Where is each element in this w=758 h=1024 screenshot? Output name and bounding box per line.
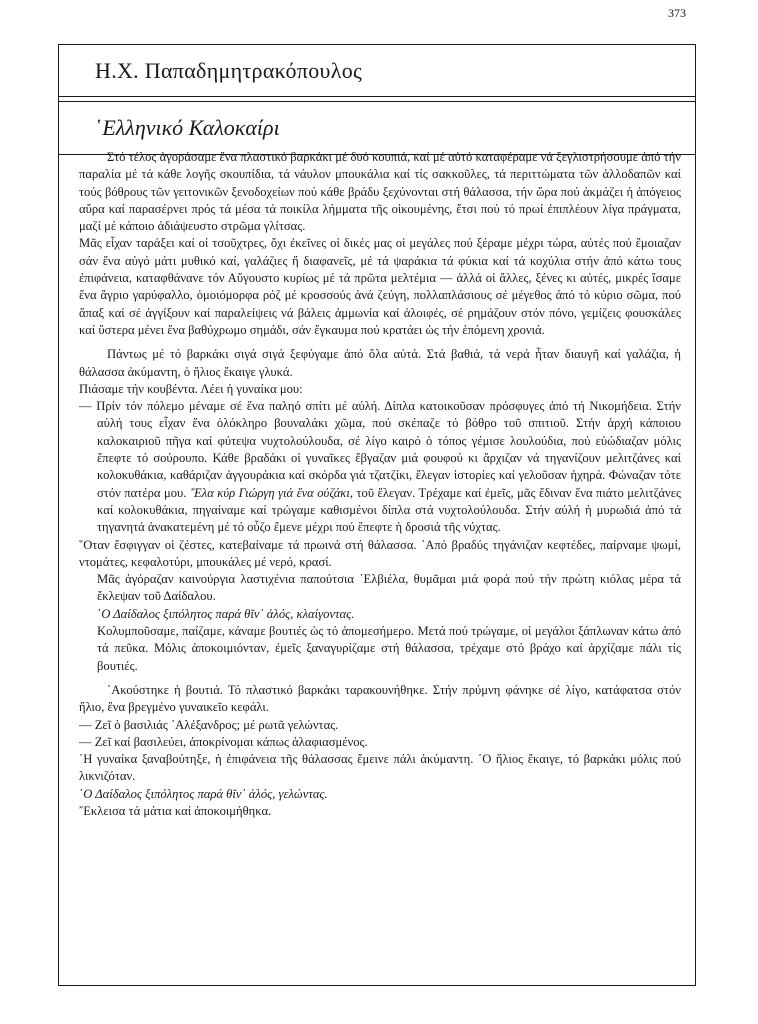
paragraph: Πιάσαμε τήν κουβέντα. Λέει ἡ γυναίκα μου: — [79, 381, 303, 396]
dialogue-paragraph — [79, 398, 681, 536]
page-number: 373 — [668, 6, 686, 20]
quote-italic: ῎Ελα κύρ Γιώργη γιά ἕνα οὐζάκι, — [189, 485, 354, 500]
text-frame — [58, 44, 696, 986]
paragraph: Κολυμποῦσαμε, παίζαμε, κάναμε βουτιές ὡς τό ἀπομεσήμερο. Μετά πού τρώγαμε, οἱ μεγάλοι ξάπλωναν κάτω ἀπό τά πεῦκα. Μόλις ἀποκοιμιόνταν, ἐμεῖς ξαναγυρίζαμε στή θάλασσα, τρέχαμε στό βράχο καί ἀρχίζαμε πάλι τίς βουτιές. — [97, 624, 681, 673]
story-title: ῾Ελληνικό Καλοκαίρι — [95, 115, 280, 140]
dialogue-line: — Ζεῖ ὁ βασιλιάς ᾿Αλέξανδρος; μέ ρωτᾶ γελώντας. — [79, 717, 339, 732]
dialogue-text: τοῦ ἔλεγαν. Τρέχαμε καί ἐμεῖς, μᾶς ἔδιναν ἕνα πιάτο μελιτζάνες καί κολοκυθάκια, πηγαίναμε καί τρώγαμε καθισμένοι δίπλα στά νυχτολούλουδα. Στήν αὐλή ἡ μυρωδιά ἀπό τά τηγανητά ἀνακατεμένη μέ τό οὖζο ἔμενε μέχρι πού ἔπεφτε ἡ δροσιά τῆς νύχτας. — [97, 485, 681, 535]
author-name: Η.Χ. Παπαδημητρακόπουλος — [95, 57, 363, 83]
italic-line: ῾Ο Δαίδαλος ξιπόλητος παρά θῖν᾿ ἁλός, γελώντας. — [79, 786, 328, 801]
paragraph: ῾Η γυναίκα ξαναβούτηξε, ἡ ἐπιφάνεια τῆς θάλασσας ἔμεινε πάλι ἀκύμαντη. ῾Ο ἥλιος ἔκαιγε, τό βαρκάκι μόλις πού λικνιζόταν. — [79, 752, 681, 784]
paragraph: Μᾶς εἶχαν ταράξει καί οἱ τσοῦχτρες, ὄχι ἐκεῖνες οἱ δικές μας οἱ μεγάλες πού ξέραμε μέχρι τώρα, αὐτές πού ἔμοιαζαν σάν ἕνα αὐγό μάτι μυθικό καί, γαλάζιες ἤ διαφανεῖς, μέ τά ψαράκια τά φύκια καί τά κοχύλια στήν ἀπό κάτω τους ἐπιφάνεια, καταφθάνανε τόν Αὔγουστο κυρίως μέ τά πρῶτα μελτέμια — ἀλλά οἱ ἄλλες, ξένες κι αὐτές, μικρές ἴσαμε ἕνα ἄγριο γαρύφαλλο, ὁμοιόμορφα ρόζ μέ κροσσούς ἀνά ζεύγη, πολλαπλάσιους σέ μέγεθος ἀπό τό κύριο σῶμα, πού ἅπαξ καί σέ ἀγγίξουν καί παραλείψεις νά βάλεις ἀμμωνία καί ἀλοιφές, σέ ρημάζουν στόν πόνο, γεμίζεις φουσκάλες καί ὕστερα μένει ἕνα βαθύχρωμο σημάδι, σάν ἔγκαυμα πού κρατάει ὡς τήν ἑπόμενη χρονιά. — [79, 236, 681, 337]
paragraph: ῞Οταν ἔσφιγγαν οἱ ζέστες, κατεβαίναμε τά πρωινά στή θάλασσα. ᾿Από βραδύς τηγάνιζαν κεφτέδες, παίρναμε ψωμί, ντομάτες, κεφαλοτύρι, μπουκάλες μέ νερό, κρασί. — [79, 537, 681, 569]
dialogue-line: — Ζεῖ καί βασιλεύει, ἀποκρίνομαι κάπως ἀλαφιασμένος. — [79, 734, 368, 749]
dialogue-text: — Πρίν τόν πόλεμο μέναμε σέ ἕνα παληό σπίτι μέ αὐλή. Δίπλα κατοικοῦσαν πρόσφυγες ἀπό τή Νικομήδεια. Στήν αὐλή τους εἶχαν ἕνα ὁλόκληρο βουναλάκι χῶμα, πού σκέπαζε τό βόθρο τοῦ σπιτιοῦ. Στήν ἀρχή κάποιου καλοκαιριοῦ πῆγα καί φύτεψα νυχτολούλουδα, σέ λίγο καιρό ὁ τόπος γέμισε λουλούδια, πού εὐώδιαζαν μόλις ἔπεφτε τό σούρουπο. Κάθε βραδάκι οἱ γυναῖκες ἔβγαζαν μιά φουφού κι ἄρχιζαν νά τηγανίζουν μελιτζάνες καί κολοκυθάκια, καθάριζαν ἀγγουράκια καί σκόρδα γιά τζατζίκι, ἔλεγαν ἱστορίες καί γελοῦσαν ἠχηρά. Φώναζαν τότε στόν πατέρα μου. — [79, 399, 681, 500]
story-text — [79, 149, 681, 967]
paragraph: ᾿Ακούστηκε ἡ βουτιά. Τό πλαστικό βαρκάκι ταρακουνήθηκε. Στήν πρύμνη φάνηκε σέ λίγο, κατάφατσα στόν ἥλιο, ἕνα βρεγμένο γυναικεῖο κεφάλι. — [79, 682, 681, 715]
title-header — [59, 101, 695, 155]
author-header — [59, 45, 695, 97]
paragraph: Πάντως μέ τό βαρκάκι σιγά σιγά ξεφύγαμε ἀπό ὅλα αὐτά. Στά βαθιά, τά νερά ἦταν διαυγῆ καί γαλάζια, ἡ θάλασσα ἀκύμαντη, ὁ ἥλιος ἔκαιγε γλυκά. — [79, 347, 681, 379]
closing-line: ῎Εκλεισα τά μάτια καί ἀποκοιμήθηκα. — [79, 803, 272, 818]
paragraph: Στό τέλος ἀγοράσαμε ἕνα πλαστικό βαρκάκι μέ δυό κουπιά, καί μέ αὐτό καταφέραμε νά ξεγλιστρήσουμε ἀπό τήν παραλία μέ τά κάθε λογῆς σκουπίδια, τά νάυλον μπουκάλια καί τίς σακκοῦλες, τά περιττώματα τῶν ἀλλοδαπῶν καί τούς βόθρους τῶν γειτονικῶν ξενοδοχείων πού κάθε βράδυ ξεχύνονται στή θάλασσα, τήν ὥρα πού ἀκμάζει ἡ ἀπόγειος αὔρα καί παρασέρνει πρός τά μέσα τά ποικίλα λήμματα τῆς οἰκουμένης, ἔτσι πού τό πρωί ἐπιπλέουν λίγα πράγματα, μαζί μέ κάποιο ἀδιάψευστο στρῶμα γλίτσας. — [79, 150, 681, 234]
italic-line: ῾Ο Δαίδαλος ξιπόλητος παρά θῖν᾿ ἁλός, κλαίγοντας. — [97, 606, 355, 621]
paragraph: Μᾶς ἀγόραζαν καινούργια λαστιχένια παπούτσια ᾿Ελβιέλα, θυμᾶμαι μιά φορά πού τήν πρώτη κιόλας μέρα τά ἔκλεψαν τοῦ Δαίδαλου. — [97, 572, 681, 604]
